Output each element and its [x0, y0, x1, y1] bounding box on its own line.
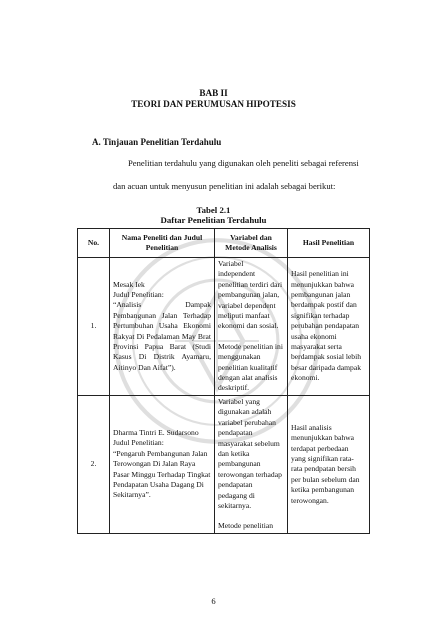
header-no: No.: [78, 229, 110, 258]
header-variabel-line: Metode Analisis: [225, 243, 277, 252]
cell-hasil: [288, 258, 370, 396]
cell-line: masyarakat serta: [291, 342, 342, 352]
cell-line: berdampak postif dan: [291, 300, 357, 310]
cell-line: per bulan sebelum dan: [291, 474, 360, 484]
cell-line: menunjukkan bahwa: [291, 433, 355, 443]
cell-line: penelitian terdiri dari: [218, 279, 283, 289]
header-nama: [110, 229, 215, 258]
cell-line: Hasil penelitian ini: [291, 269, 349, 279]
cell-line: Variabel yang: [218, 396, 260, 406]
cell-line: Dharma Tintri E. Sudarsono: [113, 427, 199, 437]
cell-line: perubahan pendapatan: [291, 321, 360, 331]
cell-line: terowongan.: [291, 495, 329, 505]
row-number: 1.: [78, 258, 110, 396]
table-row: [78, 395, 370, 533]
cell-line: menunjukkan bahwa: [291, 279, 355, 289]
cell-line: independent: [218, 269, 256, 279]
header-nama-line: Nama Peneliti dan Judul: [121, 232, 203, 242]
paragraph-line-2: dan acuan untuk menyusun penelitian ini adalah sebagai berikut:: [113, 181, 336, 191]
cell-line: masyarakat sebelum: [218, 438, 280, 448]
cell-line: pendapatan: [218, 428, 253, 438]
header-nama-line: Penelitian: [145, 243, 179, 252]
cell-line: ekonomi.: [291, 373, 320, 383]
cell-line: pembangunan: [218, 459, 261, 469]
cell-nama: [110, 395, 215, 533]
chapter-title: [0, 88, 427, 110]
cell-line: digunakan adalah: [218, 407, 272, 417]
cell-line: signifikan terhadap: [291, 310, 350, 320]
cell-nama: [110, 258, 215, 396]
cell-line: Terowongan Di Jalan Raya: [113, 459, 196, 469]
table-caption: [0, 205, 427, 225]
cell-line: Judul Penelitian:: [113, 438, 164, 448]
cell-line: terdapat perbedaan: [291, 443, 349, 453]
cell-line: dan ketika: [218, 448, 250, 458]
cell-line: Sekitarnya”.: [113, 490, 151, 500]
cell-line: “Analisis Dampak Pembangunan Jalan Terhadap Pertumbuhan Usaha Ekonomi Rakyat Di Pedalaman May Brat Provinsi Papua Barat (Studi Kasus Di Distrik Ayamaru, Aitinyo Dan Aifat”).: [113, 300, 211, 372]
table-title: Daftar Penelitian Terdahulu: [160, 215, 267, 225]
cell-line: Mesak Iek: [113, 279, 145, 289]
cell-line: Hasil analisis: [291, 422, 332, 432]
cell-line: pedagang di: [218, 490, 255, 500]
cell-line: Variabel: [218, 259, 244, 268]
cell-line: pembangunan jalan: [291, 290, 351, 300]
cell-spacer: [218, 511, 284, 521]
table-number: Tabel 2.1: [196, 205, 231, 215]
cell-line: Metode penelitian: [218, 521, 274, 531]
cell-line: penelitian kualitatif: [218, 362, 278, 372]
cell-line: yang signifikan rata-: [291, 453, 354, 463]
cell-line: rata pendpatan bersih: [291, 464, 356, 474]
cell-line: terowongan terhadap: [218, 469, 282, 479]
cell-line: meliputi manfaat: [218, 311, 270, 321]
cell-line: ekonomi dan sosial.: [218, 321, 279, 331]
cell-line: usaha ekonomi: [291, 331, 337, 341]
page-number: 6: [211, 596, 216, 606]
cell-line: pendapatan: [218, 480, 253, 490]
chapter-heading: TEORI DAN PERUMUSAN HIPOTESIS: [131, 99, 296, 109]
cell-line: Metode penelitian ini: [218, 341, 283, 351]
research-table: [77, 228, 370, 534]
cell-line: deskriptif.: [218, 383, 250, 393]
cell-line: menggunakan: [218, 352, 261, 362]
cell-variabel: [215, 258, 288, 396]
cell-line: pembangunan jalan,: [218, 290, 280, 300]
cell-line: ketika pembangunan: [291, 485, 355, 495]
chapter-number: BAB II: [199, 88, 228, 98]
cell-hasil: [288, 395, 370, 533]
cell-line: variabel dependent: [218, 300, 276, 310]
cell-line: Pasar Minggu Terhadap Tingkat: [113, 469, 211, 479]
cell-line: sekitarnya.: [218, 500, 252, 510]
cell-line: Judul Penelitian:: [113, 290, 164, 300]
cell-line: “Pengaruh Pembangunan Jalan: [113, 448, 208, 458]
cell-line: dengan alat analisis: [218, 373, 278, 383]
cell-variabel: [215, 395, 288, 533]
row-number: 2.: [78, 395, 110, 533]
header-hasil: Hasil Penelitian: [288, 229, 370, 258]
cell-line: besar daripada dampak: [291, 362, 361, 372]
table-header-row: [78, 229, 370, 258]
cell-line: Pendapatan Usaha Dagang Di: [113, 479, 204, 489]
header-variabel-line: Variabel dan: [230, 232, 272, 242]
section-heading: A. Tinjauan Penelitian Terdahulu: [92, 137, 222, 147]
paragraph-line-1: Penelitian terdahulu yang digunakan oleh peneliti sebagai referensi: [128, 158, 359, 168]
table-row: [78, 258, 370, 396]
cell-spacer: [218, 332, 284, 342]
cell-line: variabel perubahan: [218, 417, 276, 427]
cell-line: berdampak sosial lebih: [291, 352, 362, 362]
header-variabel: [215, 229, 288, 258]
